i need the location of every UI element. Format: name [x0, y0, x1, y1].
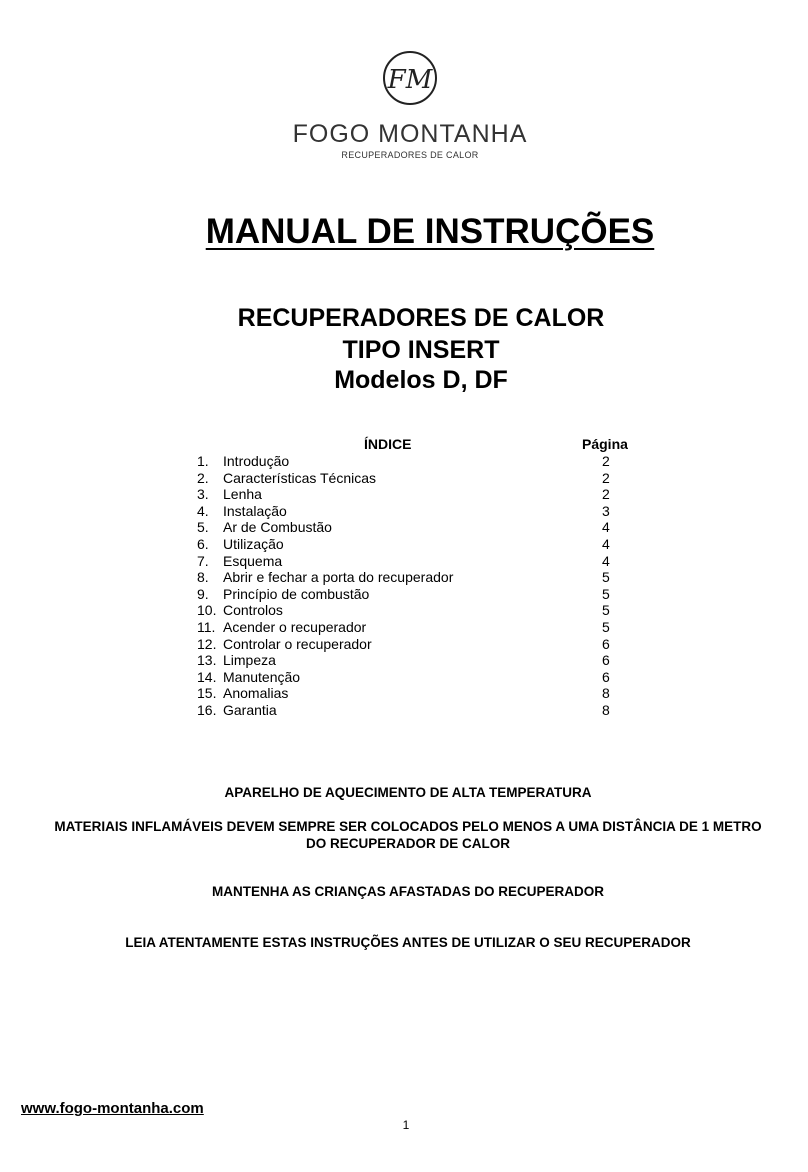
toc-item-page: 3 — [602, 502, 610, 519]
toc-item-page: 5 — [602, 569, 610, 586]
subtitle-line-2: TIPO INSERT — [342, 336, 500, 364]
toc-item-page: 4 — [602, 552, 610, 569]
toc-item-page: 6 — [602, 668, 610, 685]
warning-high-temperature: APARELHO DE AQUECIMENTO DE ALTA TEMPERATURA — [224, 785, 592, 800]
toc-item — [197, 652, 637, 669]
toc-item-title: Utilização — [223, 535, 284, 552]
toc-item-number: 15. — [197, 685, 217, 702]
toc-item-page: 4 — [602, 535, 610, 552]
subtitle-line-3: Modelos D, DF — [334, 366, 508, 394]
toc-item-number: 8. — [197, 569, 209, 586]
toc-item-title: Esquema — [223, 552, 283, 569]
toc-item-title: Ar de Combustão — [223, 519, 332, 536]
toc-item — [197, 536, 637, 553]
page-title: MANUAL DE INSTRUÇÕES — [205, 212, 655, 251]
toc-item — [197, 685, 637, 702]
toc-item-title: Manutenção — [223, 668, 301, 685]
toc-item-title: Introdução — [223, 453, 290, 469]
toc-item-page: 4 — [602, 519, 610, 536]
toc-item-title: Limpeza — [223, 652, 276, 669]
warning-read-instructions: LEIA ATENTAMENTE ESTAS INSTRUÇÕES ANTES DE UTILIZAR O SEU RECUPERADOR — [125, 935, 691, 950]
toc-item — [197, 519, 637, 536]
toc-item-number: 4. — [197, 502, 209, 519]
toc-item-title: Instalação — [223, 502, 287, 519]
brand-logo — [270, 40, 550, 170]
toc-item-number: 14. — [197, 668, 217, 685]
toc-item-page: 2 — [602, 453, 610, 469]
toc-item-number: 2. — [197, 469, 209, 486]
toc-item — [197, 669, 637, 686]
fm-monogram-icon — [380, 48, 440, 108]
warning-children: MANTENHA AS CRIANÇAS AFASTADAS DO RECUPERADOR — [211, 884, 604, 899]
toc-item-number: 7. — [197, 552, 209, 569]
subtitle-line-1: RECUPERADORES DE CALOR — [237, 304, 605, 332]
toc-item-number: 12. — [197, 635, 217, 652]
toc-item-title: Características Técnicas — [223, 469, 377, 486]
brand-name: FOGO MONTANHA — [292, 120, 528, 148]
toc-item-title: Acender o recuperador — [223, 618, 367, 635]
toc-item-page: 5 — [602, 602, 610, 619]
toc-item — [197, 453, 637, 470]
toc-item-page: 5 — [602, 585, 610, 602]
toc-item-title: Lenha — [223, 486, 262, 503]
toc-item-number: 11. — [197, 618, 216, 635]
toc-item-number: 6. — [197, 535, 209, 552]
toc-item-page: 2 — [602, 486, 610, 503]
warning-flammable-line-2: DO RECUPERADOR DE CALOR — [305, 836, 510, 851]
monogram-text: FM — [387, 65, 433, 95]
toc-item-title: Anomalias — [223, 685, 289, 702]
toc-item-title: Garantia — [223, 701, 277, 718]
toc-item-title: Controlar o recuperador — [223, 635, 372, 652]
toc-item-page: 8 — [602, 685, 610, 702]
toc-item-page: 2 — [602, 469, 610, 486]
toc-item-number: 10. — [197, 602, 217, 619]
toc-item-number: 9. — [197, 585, 209, 602]
page-number: 1 — [402, 1118, 410, 1132]
toc-item — [197, 553, 637, 570]
toc-item-page: 5 — [602, 618, 610, 635]
toc-item-number: 5. — [197, 519, 209, 536]
toc-item — [197, 619, 637, 636]
toc-item — [197, 586, 637, 603]
toc-header-index: ÍNDICE — [364, 436, 412, 452]
website-link[interactable]: www.fogo-montanha.com — [21, 1100, 204, 1117]
toc-list — [197, 453, 637, 719]
toc-item-number: 1. — [197, 453, 209, 469]
toc-item-title: Princípio de combustão — [223, 585, 370, 602]
toc-item-page: 8 — [602, 701, 610, 718]
toc-header — [197, 436, 637, 453]
toc-item — [197, 602, 637, 619]
toc-item — [197, 636, 637, 653]
toc-item-page: 6 — [602, 652, 610, 669]
toc-item — [197, 503, 637, 520]
warning-flammable-line-1: MATERIAIS INFLAMÁVEIS DEVEM SEMPRE SER COLOCADOS PELO MENOS A UMA DISTÂNCIA DE 1 METRO — [54, 819, 762, 834]
toc-item — [197, 569, 637, 586]
brand-tagline: RECUPERADORES DE CALOR — [341, 150, 479, 160]
toc-item — [197, 702, 637, 719]
toc-item-number: 3. — [197, 486, 209, 503]
toc-header-page: Página — [582, 436, 628, 452]
toc-item-number: 13. — [197, 652, 217, 669]
table-of-contents — [197, 436, 637, 719]
toc-item-page: 6 — [602, 635, 610, 652]
toc-item-number: 16. — [197, 701, 217, 718]
toc-item-title: Controlos — [223, 602, 283, 619]
toc-item — [197, 486, 637, 503]
toc-item — [197, 470, 637, 487]
toc-item-title: Abrir e fechar a porta do recuperador — [223, 569, 454, 586]
